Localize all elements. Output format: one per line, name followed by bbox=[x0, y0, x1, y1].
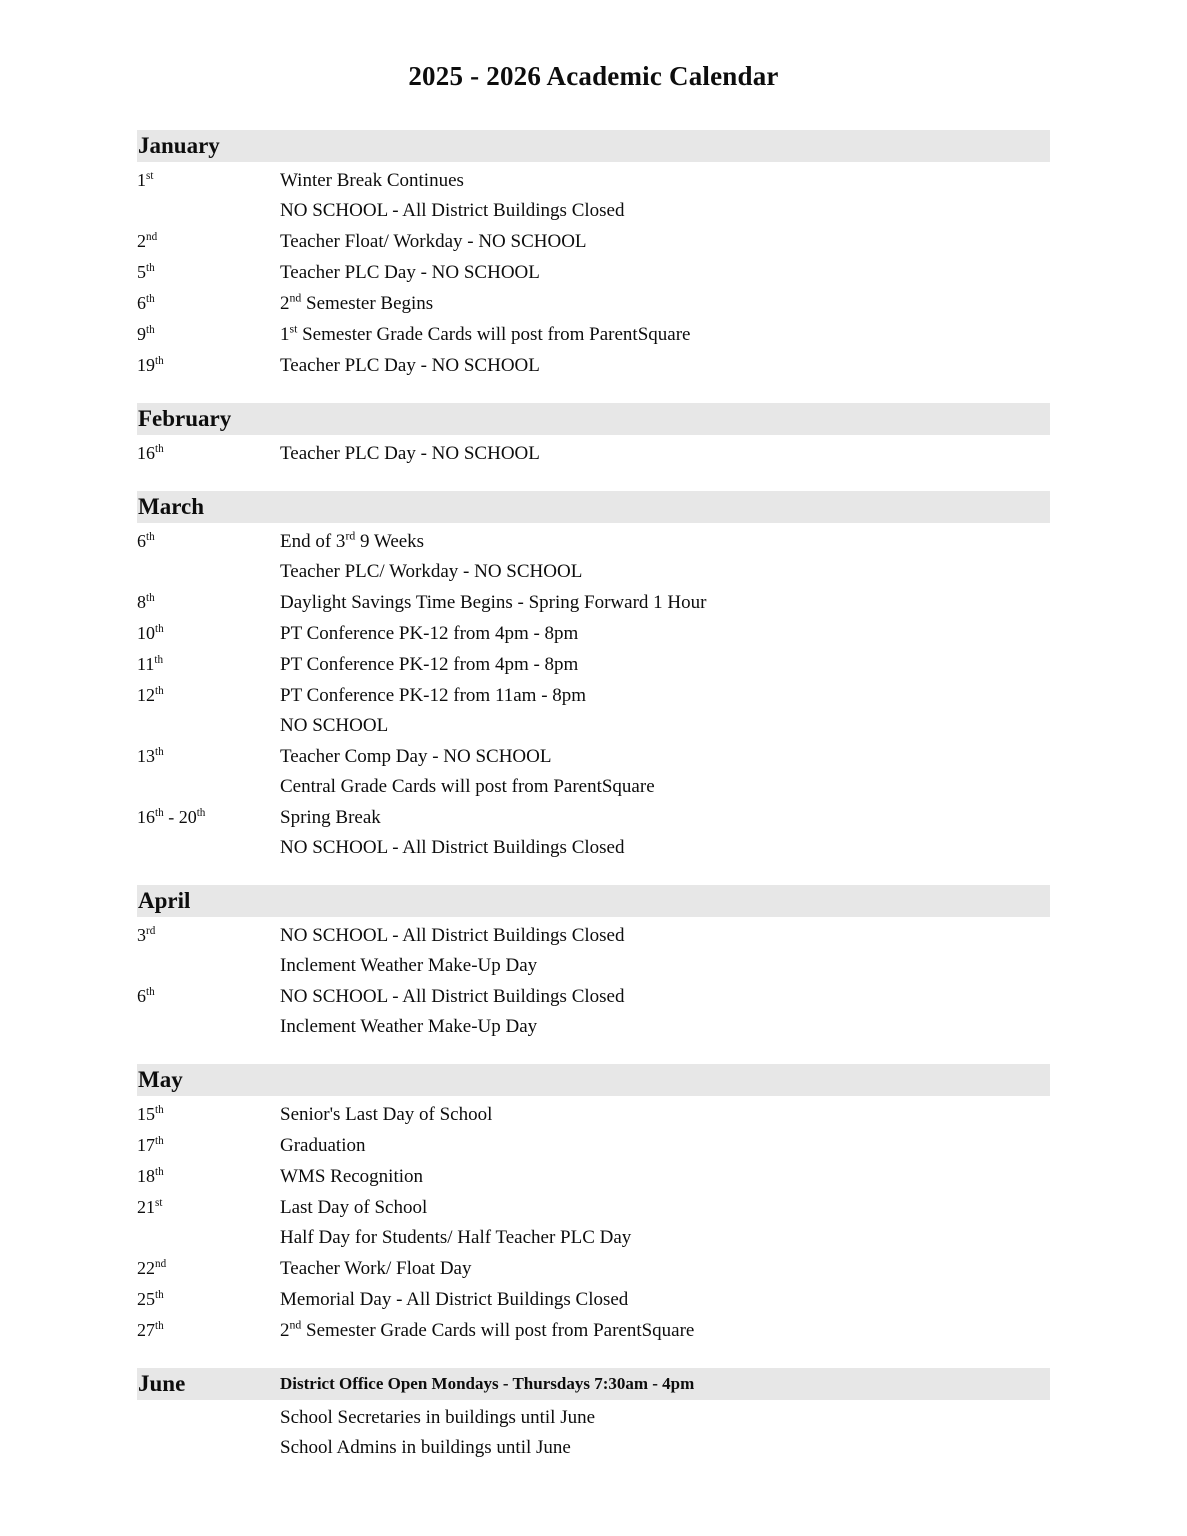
ordinal-suffix: st bbox=[155, 1196, 163, 1209]
month-name: May bbox=[138, 1067, 183, 1093]
ordinal-suffix: th bbox=[155, 1288, 164, 1301]
month-name: June bbox=[138, 1371, 186, 1397]
ordinal-suffix: th bbox=[146, 591, 155, 604]
entry-description-line: Daylight Savings Time Begins - Spring Forward 1 Hour bbox=[280, 591, 707, 613]
calendar-entry-row bbox=[137, 1253, 1050, 1284]
month-block bbox=[137, 403, 1050, 469]
entry-description-lines bbox=[280, 289, 1050, 319]
month-block bbox=[137, 130, 1050, 381]
month-block bbox=[137, 491, 1050, 863]
entry-date: 16th - 20th bbox=[137, 806, 206, 827]
month-header-band bbox=[137, 1368, 1050, 1400]
entry-date: 3rd bbox=[137, 924, 156, 945]
calendar-entry-row bbox=[137, 1315, 1050, 1346]
entry-description-lines bbox=[280, 227, 1050, 257]
month-header-band bbox=[137, 1064, 1050, 1096]
ordinal-suffix: th bbox=[146, 530, 155, 543]
entry-description-lines bbox=[280, 1193, 1050, 1253]
ordinal-suffix: rd bbox=[146, 924, 156, 937]
entry-date: 9th bbox=[137, 323, 155, 344]
entry-description-lines bbox=[280, 982, 1050, 1042]
entry-description-lines bbox=[280, 439, 1050, 469]
ordinal-suffix: th bbox=[155, 1165, 164, 1178]
ordinal-suffix: th bbox=[146, 985, 155, 998]
calendar-entry-row bbox=[137, 226, 1050, 257]
entry-description-line: 1st Semester Grade Cards will post from ParentSquare bbox=[280, 322, 691, 345]
entry-description-line: PT Conference PK-12 from 11am - 8pm bbox=[280, 684, 587, 706]
entry-description-line: Teacher Work/ Float Day bbox=[280, 1257, 472, 1279]
ordinal-suffix: th bbox=[155, 622, 164, 635]
calendar-body bbox=[137, 130, 1050, 1463]
month-block bbox=[137, 1368, 1050, 1463]
entry-description-lines bbox=[280, 166, 1050, 226]
entry-date: 16th bbox=[137, 442, 164, 463]
entry-description-lines bbox=[280, 258, 1050, 288]
month-header-band bbox=[137, 885, 1050, 917]
calendar-entry-row bbox=[137, 319, 1050, 350]
entry-description-line: Spring Break bbox=[280, 806, 381, 828]
entry-description-line: School Secretaries in buildings until June bbox=[280, 1406, 596, 1428]
entry-description-line: Inclement Weather Make-Up Day bbox=[280, 954, 538, 976]
entry-description-lines bbox=[280, 742, 1050, 802]
month-header-band bbox=[137, 130, 1050, 162]
entry-date: 6th bbox=[137, 985, 155, 1006]
ordinal-suffix: th bbox=[196, 806, 206, 819]
entry-description-line: Teacher PLC Day - NO SCHOOL bbox=[280, 261, 540, 283]
month-block bbox=[137, 885, 1050, 1042]
ordinal-suffix: th bbox=[155, 1103, 164, 1116]
calendar-entry-row bbox=[137, 1130, 1050, 1161]
entry-description-lines bbox=[280, 588, 1050, 618]
entry-description-lines bbox=[280, 1100, 1050, 1130]
entry-date: 21st bbox=[137, 1196, 163, 1217]
calendar-entry-row bbox=[137, 981, 1050, 1042]
entry-description-line: NO SCHOOL - All District Buildings Closed bbox=[280, 199, 625, 221]
calendar-entry-row bbox=[137, 288, 1050, 319]
calendar-entry-row bbox=[137, 1099, 1050, 1130]
ordinal-suffix: th bbox=[155, 806, 164, 819]
calendar-entry-row bbox=[137, 1403, 1050, 1463]
entry-description-line: Winter Break Continues bbox=[280, 169, 464, 191]
entry-date: 18th bbox=[137, 1165, 164, 1186]
calendar-entry-row bbox=[137, 1192, 1050, 1253]
month-name: April bbox=[138, 888, 191, 914]
ordinal-suffix: nd bbox=[289, 1318, 302, 1332]
ordinal-suffix: st bbox=[146, 169, 154, 182]
month-header-band bbox=[137, 491, 1050, 523]
entry-description-lines bbox=[280, 1403, 1050, 1463]
ordinal-suffix: th bbox=[155, 684, 164, 697]
entry-description-lines bbox=[280, 1162, 1050, 1192]
entry-date: 27th bbox=[137, 1319, 164, 1340]
entry-description-lines bbox=[280, 921, 1050, 981]
entry-description-line: Teacher PLC Day - NO SCHOOL bbox=[280, 442, 540, 464]
calendar-entry-row bbox=[137, 438, 1050, 469]
calendar-entry-row bbox=[137, 920, 1050, 981]
entry-description-line: Inclement Weather Make-Up Day bbox=[280, 1015, 538, 1037]
entry-date: 12th bbox=[137, 684, 164, 705]
entry-date: 8th bbox=[137, 591, 155, 612]
entry-description-line: NO SCHOOL - All District Buildings Closed bbox=[280, 836, 625, 858]
entry-description-line: Teacher Float/ Workday - NO SCHOOL bbox=[280, 230, 587, 252]
entry-description-line: Memorial Day - All District Buildings Closed bbox=[280, 1288, 629, 1310]
ordinal-suffix: nd bbox=[289, 291, 302, 305]
ordinal-suffix: nd bbox=[155, 1257, 167, 1270]
ordinal-suffix: rd bbox=[345, 529, 356, 543]
page-title: 2025 - 2026 Academic Calendar bbox=[408, 61, 779, 91]
entry-date: 11th bbox=[137, 653, 164, 674]
entry-description-lines bbox=[280, 681, 1050, 741]
entry-description-line: Teacher Comp Day - NO SCHOOL bbox=[280, 745, 552, 767]
calendar-entry-row bbox=[137, 649, 1050, 680]
entry-date: 17th bbox=[137, 1134, 164, 1155]
entry-description-line: Half Day for Students/ Half Teacher PLC Day bbox=[280, 1226, 632, 1248]
entry-description-lines bbox=[280, 527, 1050, 587]
entry-description-line: Last Day of School bbox=[280, 1196, 428, 1218]
calendar-entry-row bbox=[137, 618, 1050, 649]
month-name: March bbox=[138, 494, 205, 520]
entry-description-lines bbox=[280, 803, 1050, 863]
entry-description-line: PT Conference PK-12 from 4pm - 8pm bbox=[280, 622, 579, 644]
ordinal-suffix: th bbox=[155, 354, 164, 367]
ordinal-suffix: th bbox=[155, 1319, 164, 1332]
entry-date: 19th bbox=[137, 354, 164, 375]
calendar-entry-row bbox=[137, 587, 1050, 618]
month-entries bbox=[137, 917, 1050, 1042]
ordinal-suffix: th bbox=[155, 442, 164, 455]
entry-description-lines bbox=[280, 650, 1050, 680]
entry-description-lines bbox=[280, 351, 1050, 381]
calendar-entry-row bbox=[137, 350, 1050, 381]
month-entries bbox=[137, 1096, 1050, 1346]
entry-description-lines bbox=[280, 320, 1050, 350]
entry-description-line: 2nd Semester Begins bbox=[280, 291, 434, 314]
month-entries bbox=[137, 523, 1050, 863]
calendar-entry-row bbox=[137, 1161, 1050, 1192]
entry-description-line: PT Conference PK-12 from 4pm - 8pm bbox=[280, 653, 579, 675]
entry-date: 5th bbox=[137, 261, 155, 282]
entry-description-line: NO SCHOOL - All District Buildings Closed bbox=[280, 985, 625, 1007]
entry-description-lines bbox=[280, 1254, 1050, 1284]
entry-date: 25th bbox=[137, 1288, 164, 1309]
calendar-entry-row bbox=[137, 257, 1050, 288]
entry-description-line: NO SCHOOL - All District Buildings Closed bbox=[280, 924, 625, 946]
entry-description-line: Central Grade Cards will post from ParentSquare bbox=[280, 775, 655, 797]
entry-description-line: Graduation bbox=[280, 1134, 366, 1156]
ordinal-suffix: th bbox=[146, 292, 155, 305]
entry-description-line: Teacher PLC Day - NO SCHOOL bbox=[280, 354, 540, 376]
ordinal-suffix: th bbox=[154, 653, 164, 666]
entry-description-line: End of 3rd 9 Weeks bbox=[280, 529, 425, 552]
calendar-entry-row bbox=[137, 165, 1050, 226]
ordinal-suffix: st bbox=[289, 322, 298, 336]
entry-date: 15th bbox=[137, 1103, 164, 1124]
entry-description-lines bbox=[280, 619, 1050, 649]
calendar-entry-row bbox=[137, 802, 1050, 863]
ordinal-suffix: th bbox=[146, 261, 155, 274]
entry-date: 1st bbox=[137, 169, 154, 190]
calendar-entry-row bbox=[137, 680, 1050, 741]
entry-description-line: School Admins in buildings until June bbox=[280, 1436, 571, 1458]
entry-date: 22nd bbox=[137, 1257, 167, 1278]
entry-description-line: 2nd Semester Grade Cards will post from ParentSquare bbox=[280, 1318, 695, 1341]
ordinal-suffix: th bbox=[155, 745, 164, 758]
entry-description-lines bbox=[280, 1316, 1050, 1346]
entry-description-line: Senior's Last Day of School bbox=[280, 1103, 493, 1125]
ordinal-suffix: nd bbox=[146, 230, 158, 243]
calendar-entry-row bbox=[137, 526, 1050, 587]
entry-description-lines bbox=[280, 1131, 1050, 1161]
month-block bbox=[137, 1064, 1050, 1346]
month-header-band bbox=[137, 403, 1050, 435]
calendar-entry-row bbox=[137, 741, 1050, 802]
entry-date: 6th bbox=[137, 292, 155, 313]
entry-date: 6th bbox=[137, 530, 155, 551]
ordinal-suffix: th bbox=[155, 1134, 164, 1147]
ordinal-suffix: th bbox=[146, 323, 155, 336]
entry-date: 10th bbox=[137, 622, 164, 643]
month-header-note: District Office Open Mondays - Thursdays 7:30am - 4pm bbox=[280, 1374, 695, 1394]
calendar-entry-row bbox=[137, 1284, 1050, 1315]
entry-description-line: WMS Recognition bbox=[280, 1165, 424, 1187]
entry-description-lines bbox=[280, 1285, 1050, 1315]
month-entries bbox=[137, 1400, 1050, 1463]
entry-date: 2nd bbox=[137, 230, 158, 251]
entry-description-line: NO SCHOOL bbox=[280, 714, 389, 736]
month-name: February bbox=[138, 406, 232, 432]
entry-description-line: Teacher PLC/ Workday - NO SCHOOL bbox=[280, 560, 583, 582]
month-entries bbox=[137, 162, 1050, 381]
entry-date: 13th bbox=[137, 745, 164, 766]
month-entries bbox=[137, 435, 1050, 469]
month-name: January bbox=[138, 133, 220, 159]
